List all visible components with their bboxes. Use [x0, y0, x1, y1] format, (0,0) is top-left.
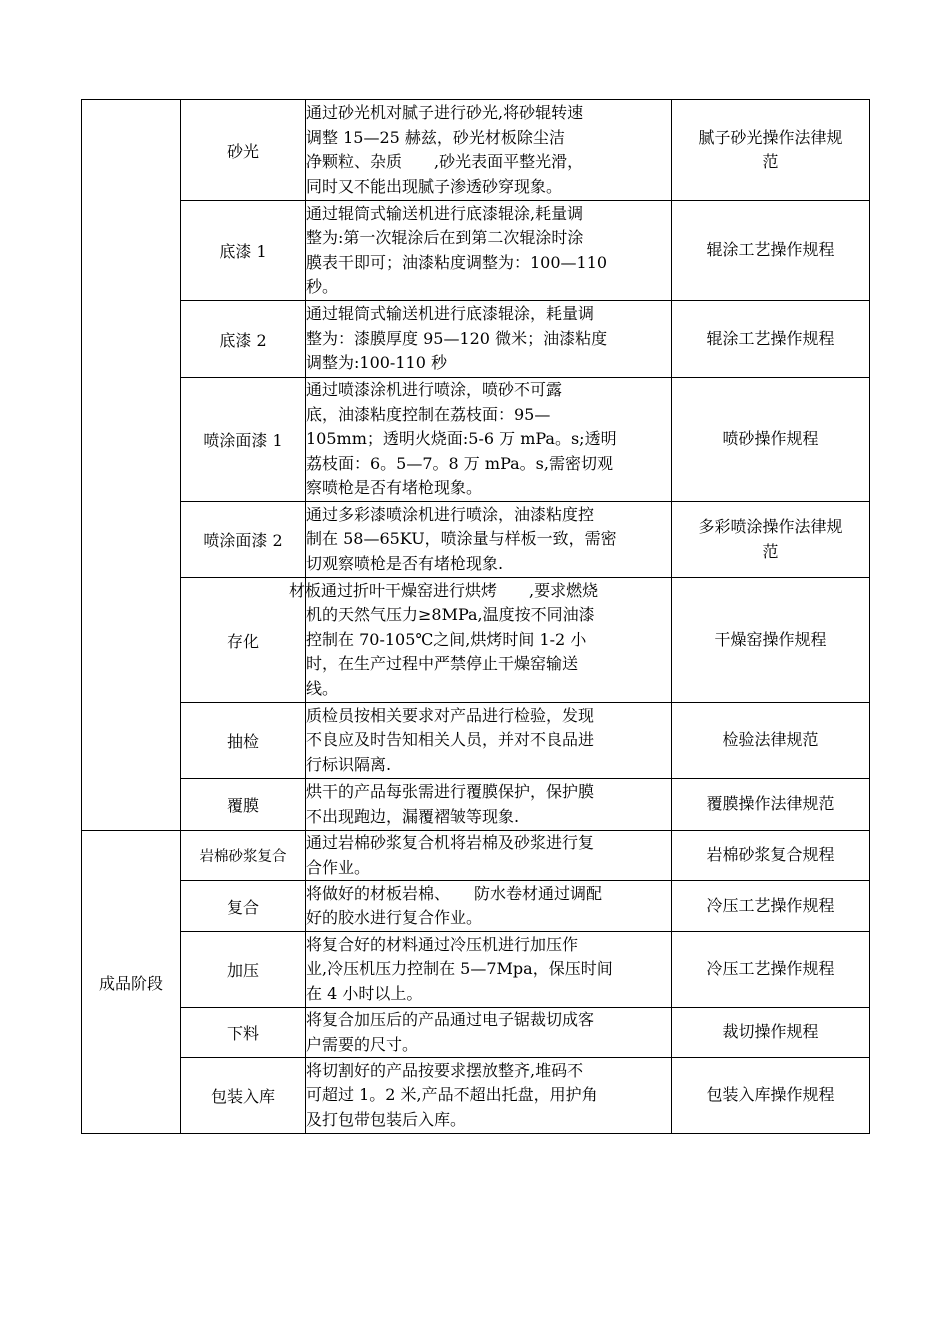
process-table — [81, 99, 870, 1134]
standard-cell: 包装入库操作规程 — [672, 1058, 870, 1134]
standard-cell: 裁切操作规程 — [672, 1008, 870, 1058]
table-row — [82, 378, 870, 502]
description-cell: 通过多彩漆喷涂机进行喷涂，油漆粘度控 制在 58—65KU，喷涂量与样板一致，需密 切观察喷枪是否有堵枪现象. — [306, 502, 672, 578]
step-cell: 下料 — [181, 1008, 306, 1058]
stage-cell: 成品阶段 — [82, 831, 181, 1134]
standard-cell: 冷压工艺操作规程 — [672, 932, 870, 1008]
step-cell: 复合 — [181, 881, 306, 932]
step-cell: 抽检 — [181, 703, 306, 779]
step-cell: 底漆 1 — [181, 201, 306, 301]
step-cell: 存化 — [181, 578, 306, 703]
description-cell: 通过岩棉砂浆复合机将岩棉及砂浆进行复 合作业。 — [306, 831, 672, 881]
standard-cell: 覆膜操作法律规范 — [672, 779, 870, 831]
standard-cell: 腻子砂光操作法律规 范 — [672, 100, 870, 201]
standard-cell: 干燥窑操作规程 — [672, 578, 870, 703]
table-row — [82, 779, 870, 831]
step-cell: 岩棉砂浆复合 — [181, 831, 306, 881]
standard-cell: 岩棉砂浆复合规程 — [672, 831, 870, 881]
step-cell: 砂光 — [181, 100, 306, 201]
table-row — [82, 831, 870, 881]
step-cell: 包装入库 — [181, 1058, 306, 1134]
description-cell: 材板通过折叶干燥窑进行烘烤 ,要求燃烧 机的天然气压力≥8MPa,温度按不同油漆 控制在 70-105℃之间,烘烤时间 1-2 小 时，在生产过程中严禁停止干燥窑输送 线。 — [306, 578, 672, 703]
description-cell: 通过辊筒式输送机进行底漆辊涂,耗量调 整为:第一次辊涂后在到第二次辊涂时涂 膜表干即可；油漆粘度调整为：100—110 秒。 — [306, 201, 672, 301]
stage-cell — [82, 100, 181, 831]
description-cell: 将做好的材板岩棉、 防水卷材通过调配 好的胶水进行复合作业。 — [306, 881, 672, 932]
table-row — [82, 1058, 870, 1134]
standard-cell: 检验法律规范 — [672, 703, 870, 779]
description-cell: 通过辊筒式输送机进行底漆辊涂，耗量调 整为：漆膜厚度 95—120 微米；油漆粘度 调整为:100-110 秒 — [306, 301, 672, 378]
step-cell: 喷涂面漆 1 — [181, 378, 306, 502]
description-cell: 质检员按相关要求对产品进行检验，发现 不良应及时告知相关人员，并对不良品进 行标识隔离. — [306, 703, 672, 779]
table-row — [82, 201, 870, 301]
standard-cell: 辊涂工艺操作规程 — [672, 201, 870, 301]
description-cell: 烘干的产品每张需进行覆膜保护，保护膜 不出现跑边，漏覆褶皱等现象. — [306, 779, 672, 831]
table-row — [82, 502, 870, 578]
step-cell: 加压 — [181, 932, 306, 1008]
table-row — [82, 703, 870, 779]
description-cell: 将切割好的产品按要求摆放整齐,堆码不 可超过 1。2 米,产品不超出托盘，用护角 及打包带包装后入库。 — [306, 1058, 672, 1134]
table-row — [82, 881, 870, 932]
step-cell: 底漆 2 — [181, 301, 306, 378]
table-row — [82, 100, 870, 201]
description-cell: 将复合好的材料通过冷压机进行加压作 业,冷压机压力控制在 5—7Mpa，保压时间 在 4 小时以上。 — [306, 932, 672, 1008]
table-row — [82, 1008, 870, 1058]
step-cell: 喷涂面漆 2 — [181, 502, 306, 578]
description-cell: 通过砂光机对腻子进行砂光,将砂辊转速 调整 15—25 赫兹，砂光材板除尘洁 净颗粒、杂质 ,砂光表面平整光滑， 同时又不能出现腻子渗透砂穿现象。 — [306, 100, 672, 201]
step-cell: 覆膜 — [181, 779, 306, 831]
standard-cell: 喷砂操作规程 — [672, 378, 870, 502]
standard-cell: 辊涂工艺操作规程 — [672, 301, 870, 378]
table-row — [82, 932, 870, 1008]
description-cell: 通过喷漆涂机进行喷涂，喷砂不可露 底，油漆粘度控制在荔枝面：95— 105mm；透明火烧面:5-6 万 mPa。s;透明 荔枝面：6。5—7。8 万 mPa。s,需密切观 察喷枪是否有堵枪现象。 — [306, 378, 672, 502]
description-cell: 将复合加压后的产品通过电子锯裁切成客 户需要的尺寸。 — [306, 1008, 672, 1058]
table-row — [82, 301, 870, 378]
standard-cell: 冷压工艺操作规程 — [672, 881, 870, 932]
standard-cell: 多彩喷涂操作法律规 范 — [672, 502, 870, 578]
table-row — [82, 578, 870, 703]
